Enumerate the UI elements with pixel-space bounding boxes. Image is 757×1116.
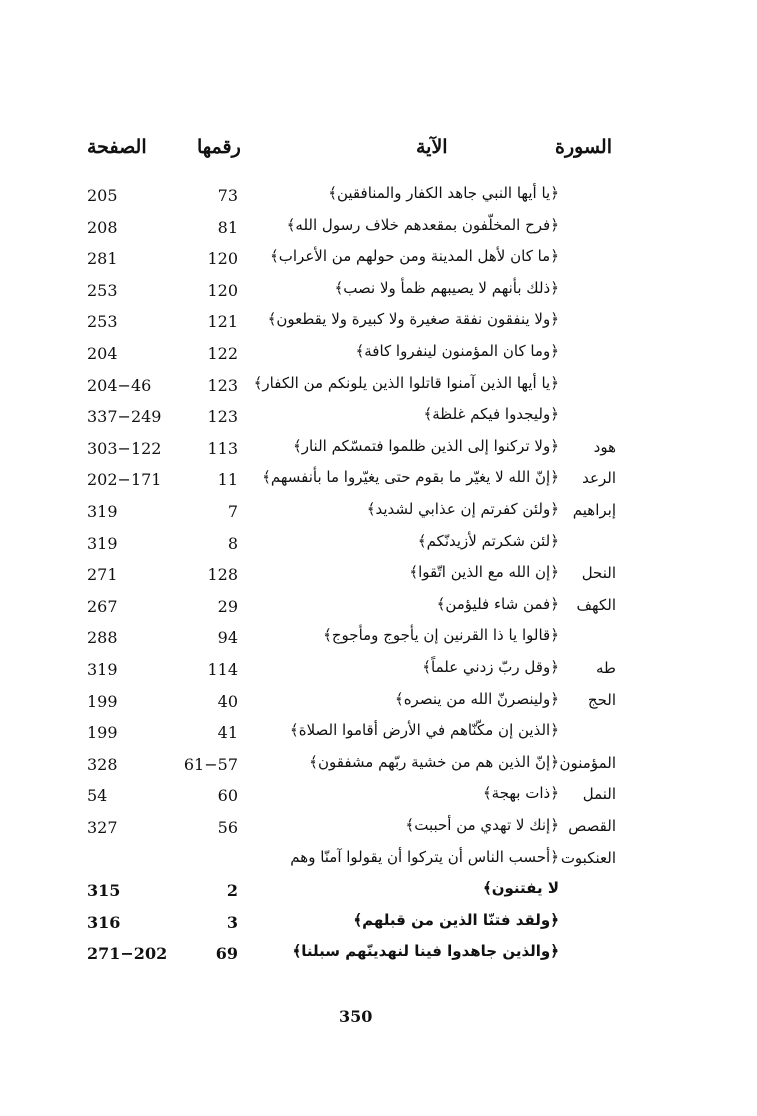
verse-cell: ﴿لئن شكرتم لأزيدنّكم﴾ [417,531,559,550]
page-cell: 208 [87,217,118,237]
page-cell: 202−171 [87,470,162,490]
verse-cell: ﴿والذين جاهدوا فينا لنهدينّهم سبلنا﴾ [292,942,559,961]
page-cell: 204−46 [87,375,152,395]
page-cell: 303−122 [87,438,162,458]
number-cell: 2 [226,881,238,901]
table-row [0,308,757,339]
surah-cell: الحج [587,690,616,709]
table-row [0,782,757,813]
table-row [0,340,757,371]
table-row [0,466,757,497]
verse-cell: ﴿إنّ الله لا يغيّر ما بقوم حتى يغيّروا ما بأنفسهم﴾ [262,468,559,487]
page-number: 350 [339,1007,373,1026]
verse-cell: لا يفتنون﴾ [482,879,559,898]
verse-cell: ﴿يا أيها النبي جاهد الكفار والمنافقين﴾ [328,184,559,202]
verse-cell: ﴿فرح المخلّفون بمقعدهم خلاف رسول الله﴾ [286,215,559,234]
table-row [0,530,757,561]
number-cell: 60 [217,786,238,806]
surah-cell: هود [593,437,616,456]
table-row [0,877,757,908]
page-cell: 267 [87,596,118,616]
page-cell: 319 [87,533,118,553]
number-cell: 114 [207,660,238,679]
table-row [0,688,757,719]
number-cell: 69 [215,944,238,964]
page-cell: 253 [87,280,118,300]
verse-cell: ﴿وما كان المؤمنون لينفروا كافة﴾ [355,342,559,360]
table-row [0,846,757,877]
table-row [0,909,757,940]
page-cell: 271 [87,565,118,585]
surah-cell: النمل [582,785,616,804]
verse-cell: ﴿وليجدوا فيكم غلظة﴾ [423,405,559,424]
number-cell: 94 [217,628,238,648]
verse-cell: ﴿ولئن كفرتم إن عذابي لشديد﴾ [366,500,559,518]
number-cell: 56 [217,818,238,837]
number-cell: 61−57 [183,754,238,774]
number-cell: 40 [217,691,238,711]
surah-cell: العنكبوت [560,848,616,867]
table-row [0,372,757,403]
verse-cell: ﴿إن الله مع الذين اتّقوا﴾ [409,563,559,582]
page-cell: 288 [87,628,118,648]
page-cell: 271−202 [87,944,168,964]
number-cell: 29 [217,596,238,616]
page-cell: 199 [87,691,118,711]
surah-cell: الكهف [576,595,616,614]
table-row [0,561,757,592]
table-row [0,435,757,466]
table-row [0,214,757,245]
surah-cell: طه [596,659,616,677]
page-cell: 54 [87,786,108,806]
number-cell: 81 [217,217,238,237]
table-row [0,498,757,529]
page-cell: 337−249 [87,407,162,427]
number-cell: 73 [217,186,238,205]
number-cell: 128 [207,565,238,585]
page-cell: 327 [87,818,118,837]
number-cell: 41 [217,723,238,743]
number-cell: 3 [226,912,238,932]
surah-cell: المؤمنون [559,753,616,772]
page-cell: 205 [87,186,118,205]
page-cell: 319 [87,502,118,521]
surah-cell: القصص [568,817,616,835]
verse-cell: ﴿ولينصرنّ الله من ينصره﴾ [394,689,559,708]
verse-cell: ﴿ذات بهجة﴾ [482,784,559,803]
table-row [0,182,757,213]
table-row [0,403,757,434]
table-row [0,593,757,624]
header-surah: السورة [555,136,612,158]
verse-cell: ﴿قالوا يا ذا القرنين إن يأجوج ومأجوج﴾ [323,626,559,645]
table-row [0,245,757,276]
verse-cell: ﴿ذلك بأنهم لا يصيبهم ظمأ ولا نصب﴾ [334,278,559,297]
verse-cell: ﴿إنّ الذين هم من خشية ربّهم مشفقون﴾ [309,752,559,771]
header-number: رقمها [197,136,241,158]
table-row [0,656,757,687]
verse-cell: ﴿ولا تركنوا إلى الذين ظلموا فتمسّكم النار﴾ [292,436,559,455]
number-cell: 121 [207,312,238,332]
page-cell: 204 [87,344,118,363]
number-cell: 8 [227,533,238,553]
number-cell: 113 [207,438,238,458]
table-row [0,719,757,750]
verse-cell: ﴿وقل ربّ زدني علماً﴾ [422,658,559,676]
page-cell: 319 [87,660,118,679]
surah-cell: الرعد [582,469,616,488]
number-cell: 123 [207,375,238,395]
header-page: الصفحة [87,136,147,158]
number-cell: 120 [207,280,238,300]
number-cell: 120 [207,249,238,269]
number-cell: 123 [207,407,238,427]
number-cell: 11 [217,470,238,490]
page-cell: 316 [87,912,121,932]
table-row [0,940,757,971]
verse-cell: ﴿فمن شاء فليؤمن﴾ [436,594,559,613]
page-cell: 328 [87,754,118,774]
table-row [0,751,757,782]
page-cell: 281 [87,249,118,269]
table-row [0,277,757,308]
verse-cell: ﴿ما كان لأهل المدينة ومن حولهم من الأعراب﴾ [269,247,559,266]
table-row [0,814,757,845]
table-row [0,624,757,655]
verse-cell: ﴿أحسب الناس أن يتركوا أن يقولوا آمنّا وهم [290,847,559,866]
page-cell: 253 [87,312,118,332]
surah-cell: إبراهيم [572,501,616,519]
verse-cell: ﴿يا أيها الذين آمنوا قاتلوا الذين يلونكم من الكفار﴾ [253,373,559,392]
verse-cell: ﴿الذين إن مكّنّاهم في الأرض أقاموا الصلاة﴾ [289,721,559,740]
header-verse: الآية [416,136,448,158]
verse-cell: ﴿إنك لا تهدي من أحببت﴾ [405,816,559,834]
page-cell: 315 [87,881,121,901]
page-cell: 199 [87,723,118,743]
surah-cell: النحل [581,564,616,583]
verse-cell: ﴿ولا ينفقون نفقة صغيرة ولا كبيرة ولا يقطعون﴾ [267,310,559,329]
verse-cell: ﴿ولقد فتنّا الذين من قبلهم﴾ [353,910,559,929]
number-cell: 7 [227,502,238,521]
number-cell: 122 [207,344,238,363]
